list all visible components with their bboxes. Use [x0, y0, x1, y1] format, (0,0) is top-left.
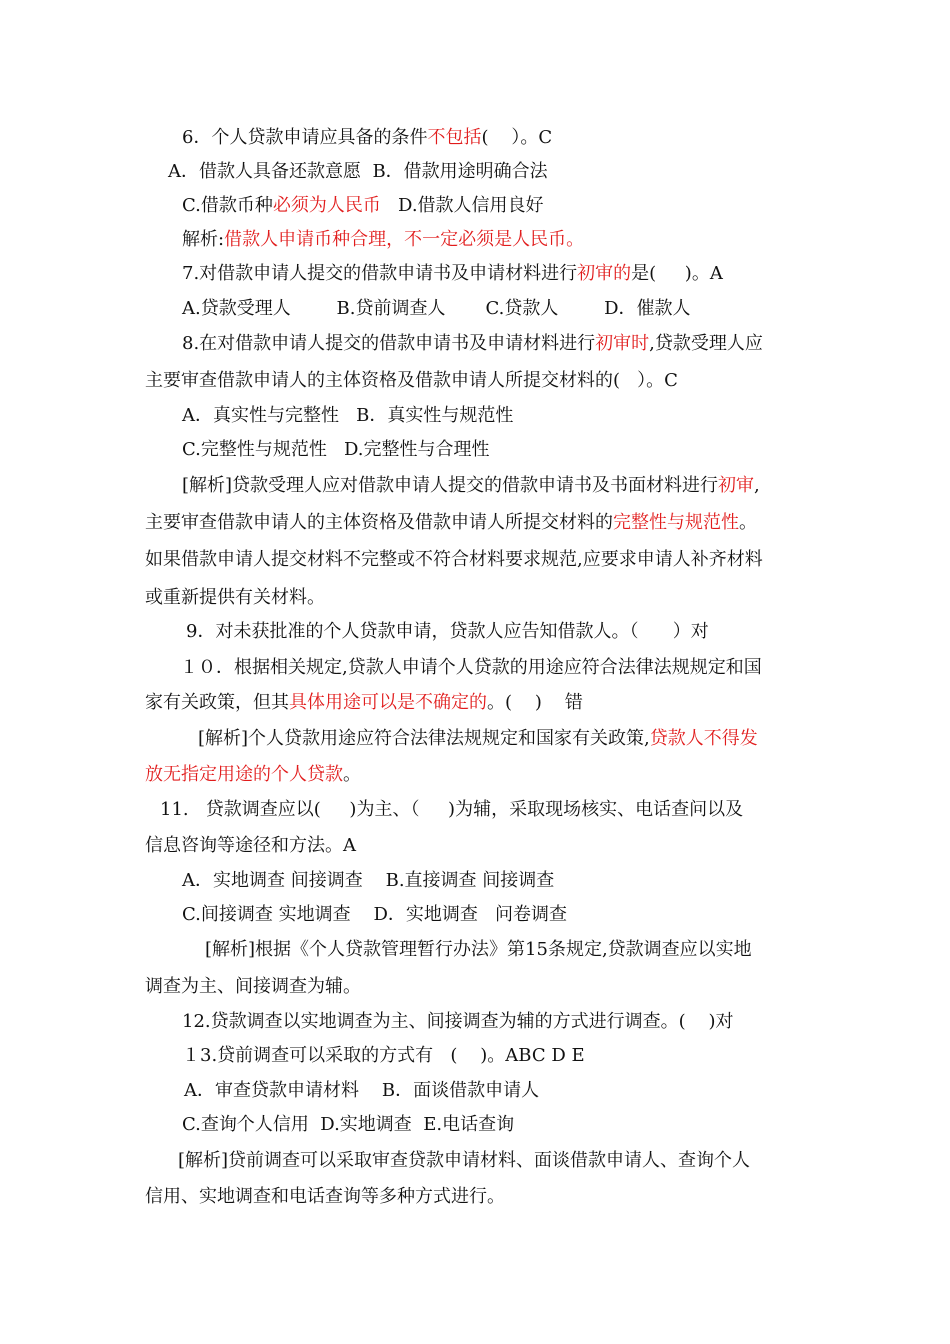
q8-analysis-line2	[145, 511, 757, 535]
q6-stem	[182, 126, 552, 150]
q8-analysis-highlight-2: 完整性与规范性	[613, 512, 739, 533]
q13-stem: １3.贷前调查可以采取的方式有 ( )。ABC D E	[182, 1045, 585, 1066]
q13-options-ab: A．审查贷款申请材料 B．面谈借款申请人	[184, 1080, 540, 1101]
q11-analysis-line1: [解析]根据《个人贷款管理暂行办法》第15条规定,贷款调查应以实地	[205, 939, 752, 960]
q6-options-ab: A．借款人具备还款意愿 B．借款用途明确合法	[168, 161, 548, 182]
q11-options-cd: C.间接调查 实地调查 D．实地调查 问卷调查	[182, 904, 568, 925]
q6-stem-text: 6．个人贷款申请应具备的条件	[182, 127, 428, 148]
q8-analysis-comma: ,	[754, 475, 760, 496]
q6-option-c: C.借款币种	[182, 195, 273, 216]
q7-stem-answer: 是( )。A	[631, 263, 723, 284]
q8-analysis-text: [解析]贷款受理人应对借款申请人提交的借款申请书及书面材料进行	[182, 475, 719, 496]
q6-stem-answer: ( ）。C	[481, 127, 553, 148]
q6-stem-highlight: 不包括	[427, 127, 482, 148]
q10-stem-highlight: 具体用途可以是不确定的	[289, 692, 487, 713]
q6-options-cd	[182, 194, 544, 218]
q11-analysis-line2: 调查为主、间接调查为辅。	[145, 976, 361, 997]
q11-stem-line1: 11. 贷款调查应以( )为主、（ )为辅，采取现场核实、电话查问以及	[160, 799, 744, 820]
q8-analysis-period: 。	[739, 512, 757, 533]
q6-analysis-highlight: 借款人申请币种合理，不一定必须是人民币。	[224, 229, 585, 250]
q10-analysis-highlight: 贷款人不得发	[649, 728, 758, 749]
q7-stem	[182, 262, 723, 286]
q6-option-c-highlight: 必须为人民币	[272, 195, 381, 216]
q8-analysis-line4: 或重新提供有关材料。	[145, 587, 325, 608]
q10-stem-answer: 。( ) 错	[487, 692, 583, 713]
q8-options-ab: A．真实性与完整性 B．真实性与规范性	[182, 405, 514, 426]
q8-analysis-highlight: 初审	[718, 475, 755, 496]
q10-stem-line1: １０．根据相关规定,贷款人申请个人贷款的用途应符合法律法规规定和国	[180, 657, 762, 678]
q10-stem-text: 家有关政策，但其	[145, 692, 289, 713]
q13-analysis-line2: 信用、实地调查和电话查询等多种方式进行。	[145, 1186, 505, 1207]
q12-stem: 12.贷款调查以实地调查为主、间接调查为辅的方式进行调查。( )对	[182, 1011, 734, 1032]
q11-options-ab: A．实地调查 间接调查 B.直接调查 间接调查	[182, 870, 555, 891]
q8-stem-line1	[182, 332, 763, 356]
q6-option-d: D.借款人信用良好	[380, 195, 544, 216]
q8-analysis-text-2: 主要审查借款申请人的主体资格及借款申请人所提交材料的	[145, 512, 613, 533]
q10-analysis-line2	[145, 763, 361, 787]
q13-analysis-line1: [解析]贷前调查可以采取审查贷款申请材料、面谈借款申请人、查询个人	[178, 1150, 751, 1171]
q8-stem-text: 8.在对借款申请人提交的借款申请书及申请材料进行	[182, 333, 596, 354]
q10-analysis-text: [解析]个人贷款用途应符合法律法规规定和国家有关政策,	[198, 728, 650, 749]
q10-analysis-line1	[198, 727, 758, 751]
q8-stem-line2: 主要审查借款申请人的主体资格及借款申请人所提交材料的( ）。C	[145, 370, 678, 391]
q8-analysis-line1	[182, 474, 760, 498]
q9-stem: 9．对未获批准的个人贷款申请，贷款人应告知借款人。（ ）对	[186, 621, 709, 642]
q13-options-cde: C.查询个人信用 D.实地调查 E.电话查询	[182, 1114, 515, 1135]
q11-stem-line2: 信息咨询等途径和方法。A	[145, 835, 356, 856]
q10-analysis-highlight-2: 放无指定用途的个人贷款	[145, 764, 343, 785]
q8-analysis-line3: 如果借款申请人提交材料不完整或不符合材料要求规范,应要求申请人补齐材料	[145, 549, 763, 570]
q8-stem-text-end: ,贷款受理人应	[649, 333, 763, 354]
q8-stem-highlight: 初审时	[595, 333, 650, 354]
q7-stem-highlight: 初审的	[577, 263, 632, 284]
q6-analysis	[182, 228, 584, 252]
q10-analysis-period: 。	[343, 764, 361, 785]
q10-stem-line2	[145, 691, 583, 715]
q7-options: A.贷款受理人 B.贷前调查人 C.贷款人 D．催款人	[182, 298, 691, 319]
q6-analysis-label: 解析:	[182, 229, 225, 250]
q7-stem-text: 7.对借款申请人提交的借款申请书及申请材料进行	[182, 263, 578, 284]
q8-options-cd: C.完整性与规范性 D.完整性与合理性	[182, 439, 490, 460]
